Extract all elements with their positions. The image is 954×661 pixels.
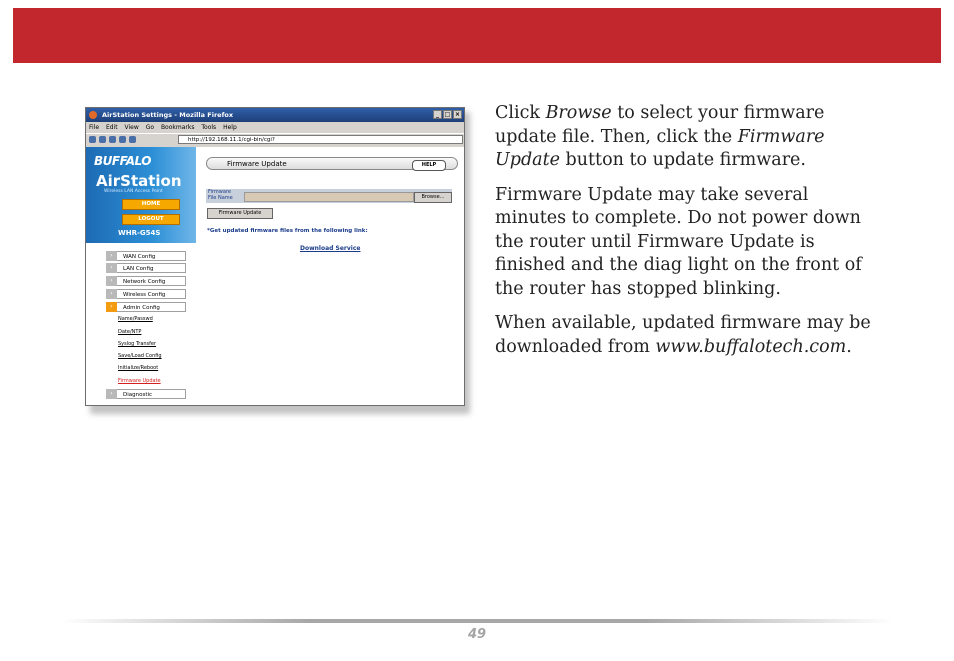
sub-initialize: Initialize/Reboot [118, 365, 159, 371]
nav-wan-config [106, 251, 186, 261]
chevron-right-icon: › [106, 263, 117, 273]
p3-text-a: When available, updated firmware may be downloaded from [495, 313, 871, 357]
nav-icons [89, 136, 136, 143]
nav-admin-config [106, 302, 186, 312]
airstation-logo: AirStation [96, 172, 182, 190]
browse-button: Browse... [414, 192, 452, 203]
home-button [122, 199, 180, 210]
chevron-right-icon: › [106, 389, 117, 399]
browser-menubar [86, 122, 464, 133]
nav-label: LAN Config [123, 266, 154, 272]
nav-lan-config [106, 263, 186, 273]
p1-firmware-update: Firmware Update [495, 126, 825, 170]
logo-tagline: Wireless LAN Access Point [104, 189, 163, 194]
download-link: Download Service [300, 245, 361, 252]
maximize-icon: □ [444, 111, 451, 118]
firmware-update-button: Firmware Update [207, 208, 273, 219]
sub-name-passwd: Name/Passwd [118, 316, 153, 322]
nav-label: Network Config [123, 279, 166, 285]
close-icon: × [454, 111, 461, 118]
firefox-icon [89, 111, 97, 119]
nav-label: WAN Config [123, 254, 156, 260]
buffalo-logo: BUFFALO [94, 154, 151, 168]
p1-text-c: to select your firmware update file. Then, click the [495, 103, 825, 147]
nav-label: Admin Config [123, 305, 160, 311]
footer-rule [60, 619, 894, 623]
file-label-line2: File Name [208, 195, 233, 201]
file-label [208, 189, 233, 201]
page-header: Firmware Update [206, 157, 458, 170]
forward-icon [99, 136, 106, 143]
browser-titlebar [86, 108, 464, 122]
menu-tools: Tools [201, 124, 217, 131]
menu-edit: Edit [105, 124, 118, 131]
menu-go: Go [145, 124, 155, 131]
model-name: WHR-G54S [118, 229, 161, 237]
window-title: AirStation Settings - Mozilla Firefox [102, 111, 234, 119]
window-controls [433, 110, 462, 119]
help-button: HELP [412, 160, 446, 171]
sub-syslog: Syslog Transfer [118, 341, 157, 347]
logout-button [122, 214, 180, 225]
stop-icon [119, 136, 126, 143]
menu-bookmarks: Bookmarks [160, 124, 195, 131]
nav-diagnostic [106, 389, 186, 399]
menu-file: File [89, 124, 100, 131]
file-label-line1: Firmware [208, 189, 231, 195]
sub-save-load: Save/Load Config [118, 353, 162, 359]
file-input [244, 192, 414, 202]
download-note: *Get updated firmware files from the following link: [207, 228, 368, 234]
home-label: HOME [141, 201, 161, 207]
sub-firmware-update: Firmware Update [118, 378, 161, 384]
back-icon [89, 136, 96, 143]
paragraph-3 [495, 312, 875, 359]
minimize-icon: _ [433, 110, 442, 119]
p1-browse: Browse [545, 103, 612, 123]
paragraph-2: Firmware Update may take several minutes to complete. Do not power down the router until Firmware Update is finished and the diag light on the front of the router has stopped blinking. [495, 184, 862, 299]
page-number: 49 [467, 627, 487, 642]
browser-toolbar [86, 133, 464, 148]
chevron-right-icon: › [106, 276, 117, 286]
nav-label: Diagnostic [123, 392, 153, 398]
firmware-screenshot [85, 107, 465, 406]
p1-text-e: button to update firmware. [559, 150, 806, 170]
logout-label: LOGOUT [138, 216, 164, 222]
nav-network-config [106, 276, 186, 286]
p3-text-c: . [846, 336, 852, 357]
nav-wireless-config [106, 289, 186, 299]
reload-icon [109, 136, 116, 143]
instructions [495, 102, 875, 370]
paragraph-1 [495, 102, 875, 173]
router-content [196, 147, 464, 405]
chevron-right-icon: › [106, 289, 117, 299]
menu-help: Help [223, 124, 237, 131]
chevron-right-icon: › [106, 251, 117, 261]
header-banner [13, 8, 941, 63]
p1-text-a: Click [495, 103, 546, 123]
chevron-down-icon: › [106, 302, 117, 312]
p3-url: www.buffalotech.com [655, 336, 847, 357]
router-sidebar [86, 147, 196, 405]
address-bar: http://192.168.11.1/cgi-bin/cgi? [178, 135, 463, 144]
sub-date-ntp: Date/NTP [118, 329, 142, 335]
menu-view: View [124, 124, 139, 131]
home-icon [129, 136, 136, 143]
nav-label: Wireless Config [123, 292, 166, 298]
